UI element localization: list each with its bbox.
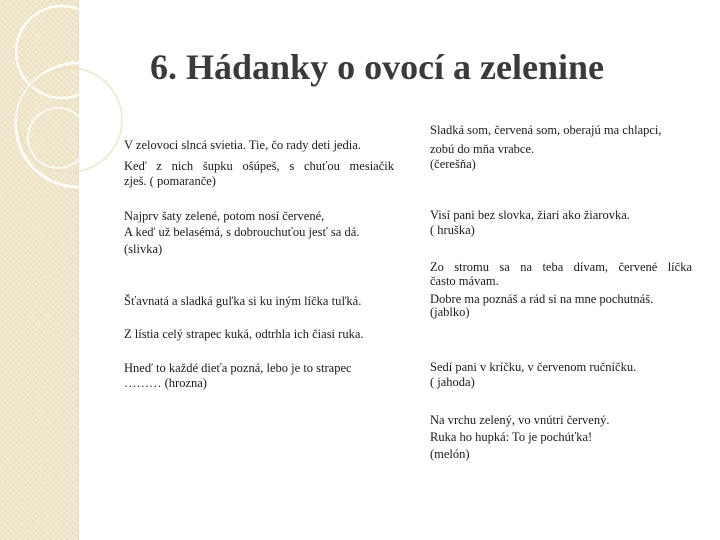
riddle-line: Visí pani bez slovka, žiari ako žiarovka.: [430, 208, 630, 222]
riddle-slivka: [124, 208, 414, 257]
riddle-line: Zo stromu sa na teba dívam, červené líčka: [430, 260, 692, 274]
riddle-jablko: [430, 261, 692, 320]
riddle-line: ( hruška): [430, 223, 475, 237]
decorative-sidebar: [0, 0, 79, 540]
riddle-line: často mávam.: [430, 273, 499, 288]
riddle-line: Najprv šaty zelené, potom nosí červené,: [124, 209, 325, 223]
riddle-line: Hneď to každé dieťa pozná, lebo je to strapec: [124, 361, 352, 375]
riddle-strapec: [124, 327, 414, 342]
page-title: 6. Hádanky o ovocí a zelenine: [150, 47, 605, 87]
riddle-line: Sedí pani v kríčku, v červenom ručníčku.: [430, 360, 637, 374]
riddle-melon: [430, 412, 700, 463]
riddle-line: ……… (hrozna): [124, 376, 207, 390]
riddle-line: Dobre ma poznáš a rád si na mne pochutnáš.: [430, 291, 654, 306]
riddle-line: Šťavnatá a sladká guľka si ku iným líčka tuľká.: [124, 294, 362, 308]
riddle-line: (slivka): [124, 241, 163, 256]
riddle-line: Sladká som, červená som, oberajú ma chlapci,: [430, 123, 662, 137]
riddle-line: V zelovoci slncá svietia. Tie, čo rady deti jedia.: [124, 138, 361, 152]
riddle-pomarance: [124, 138, 394, 189]
riddle-line: A keď už belasémá, s dobrouchuťou jesť sa dá.: [124, 225, 360, 240]
riddle-line: zobú do mňa vrabce.: [430, 141, 535, 156]
riddle-line: Ruka ho hupká: To je pochúťka!: [430, 429, 593, 444]
riddle-line: Z lístia celý strapec kuká, odtrhla ich čiasi ruka.: [124, 327, 364, 341]
riddle-hrozna: [124, 361, 414, 391]
riddle-line: (melón): [430, 446, 470, 461]
riddle-jablko-left: [124, 294, 414, 309]
riddle-line: zješ. ( pomaranče): [124, 174, 216, 188]
riddle-line: Keď z nich šupku ošúpeš, s chuťou mesiačik: [124, 159, 394, 173]
riddle-line: (jablko): [430, 305, 470, 320]
riddle-hruska: [430, 208, 700, 238]
riddle-ceresna: [430, 122, 700, 170]
riddle-line: Na vrchu zelený, vo vnútri červený.: [430, 413, 610, 427]
riddle-jahoda: [430, 360, 700, 390]
riddle-line: ( jahoda): [430, 375, 475, 389]
riddle-line: (čerešňa): [430, 156, 476, 171]
